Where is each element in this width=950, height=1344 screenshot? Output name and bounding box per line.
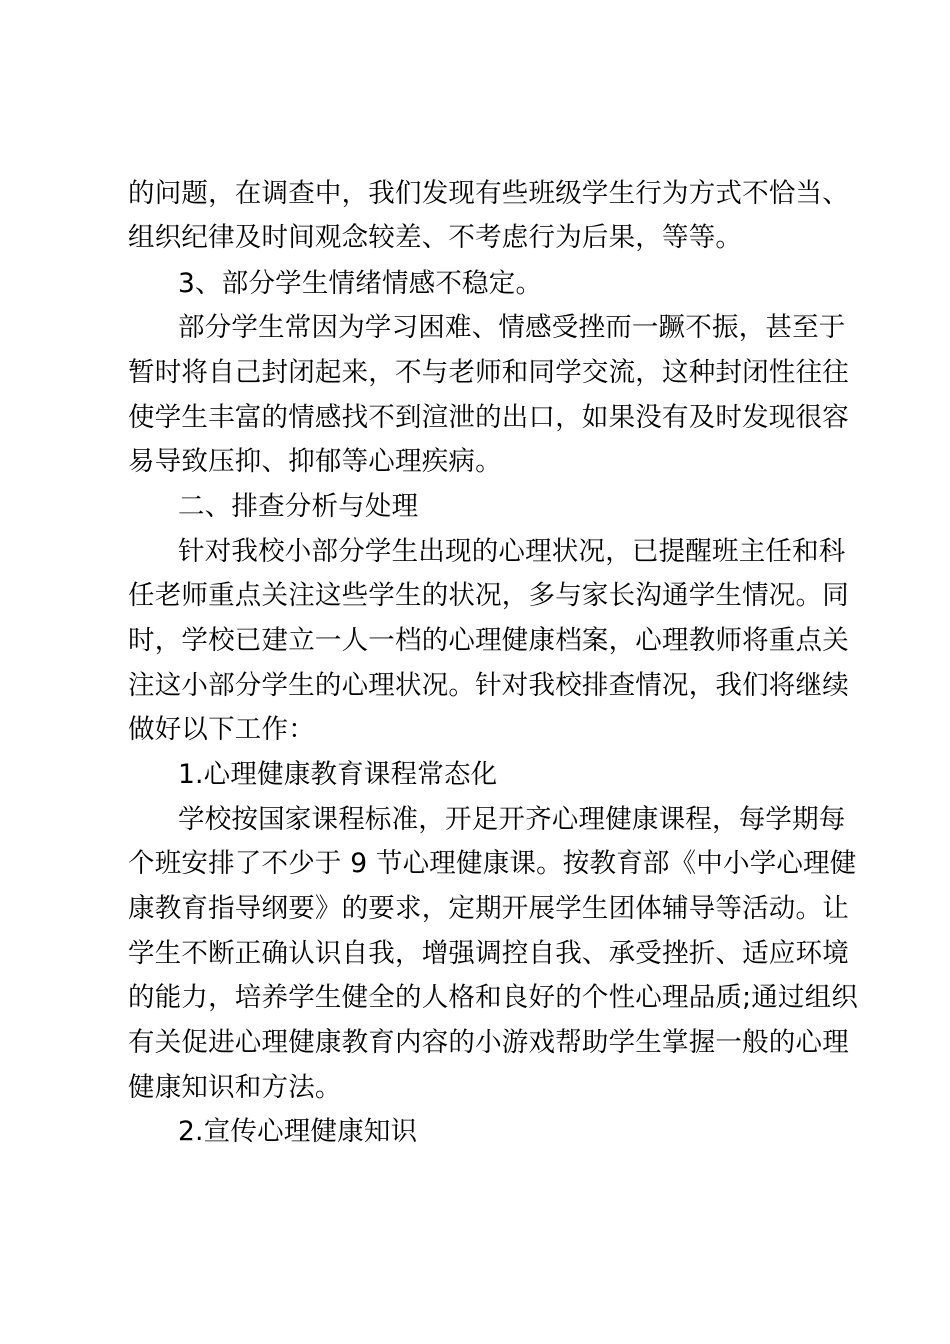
paragraph-line: 有关促进心理健康教育内容的小游戏帮助学生掌握一般的心理 [128, 1027, 849, 1058]
section-heading: 3、部分学生情绪情感不稳定。 [178, 268, 543, 299]
paragraph-line: 时，学校已建立一人一档的心理健康档案，心理教师将重点关 [128, 625, 849, 656]
paragraph-line: 部分学生常因为学习困难、情感受挫而一蹶不振，甚至于 [178, 312, 846, 343]
paragraph-line: 学校按国家课程标准，开足开齐心理健康课程，每学期每 [178, 804, 846, 835]
section-heading: 二、排查分析与处理 [178, 491, 419, 522]
section-heading: 2.宣传心理健康知识 [178, 1116, 418, 1147]
paragraph-line: 的能力，培养学生健全的人格和良好的个性心理品质;通过组织 [128, 982, 859, 1013]
paragraph-line: 使学生丰富的情感找不到渲泄的出口，如果没有及时发现很容 [128, 402, 849, 433]
paragraph-line: 暂时将自己封闭起来，不与老师和同学交流，这种封闭性往往 [128, 357, 849, 388]
paragraph-line: 注这小部分学生的心理状况。针对我校排查情况，我们将继续 [128, 670, 849, 701]
paragraph-line: 康教育指导纲要》的要求，定期开展学生团体辅导等活动。让 [128, 893, 849, 924]
paragraph-line: 学生不断正确认识自我，增强调控自我、承受挫折、适应环境 [128, 938, 849, 969]
paragraph-line: 的问题，在调查中，我们发现有些班级学生行为方式不恰当、 [128, 178, 849, 209]
paragraph-line: 任老师重点关注这些学生的状况，多与家长沟通学生情况。同 [128, 580, 849, 611]
paragraph-line: 易导致压抑、抑郁等心理疾病。 [128, 446, 502, 477]
paragraph-line: 健康知识和方法。 [128, 1072, 342, 1103]
paragraph-line: 针对我校小部分学生出现的心理状况，已提醒班主任和科 [178, 536, 846, 567]
paragraph-line: 个班安排了不少于 9 节心理健康课。按教育部《中小学心理健 [128, 848, 857, 879]
paragraph-line: 做好以下工作： [128, 714, 315, 745]
paragraph-line: 组织纪律及时间观念较差、不考虑行为后果，等等。 [128, 222, 743, 253]
section-heading: 1.心理健康教育课程常态化 [178, 759, 498, 790]
